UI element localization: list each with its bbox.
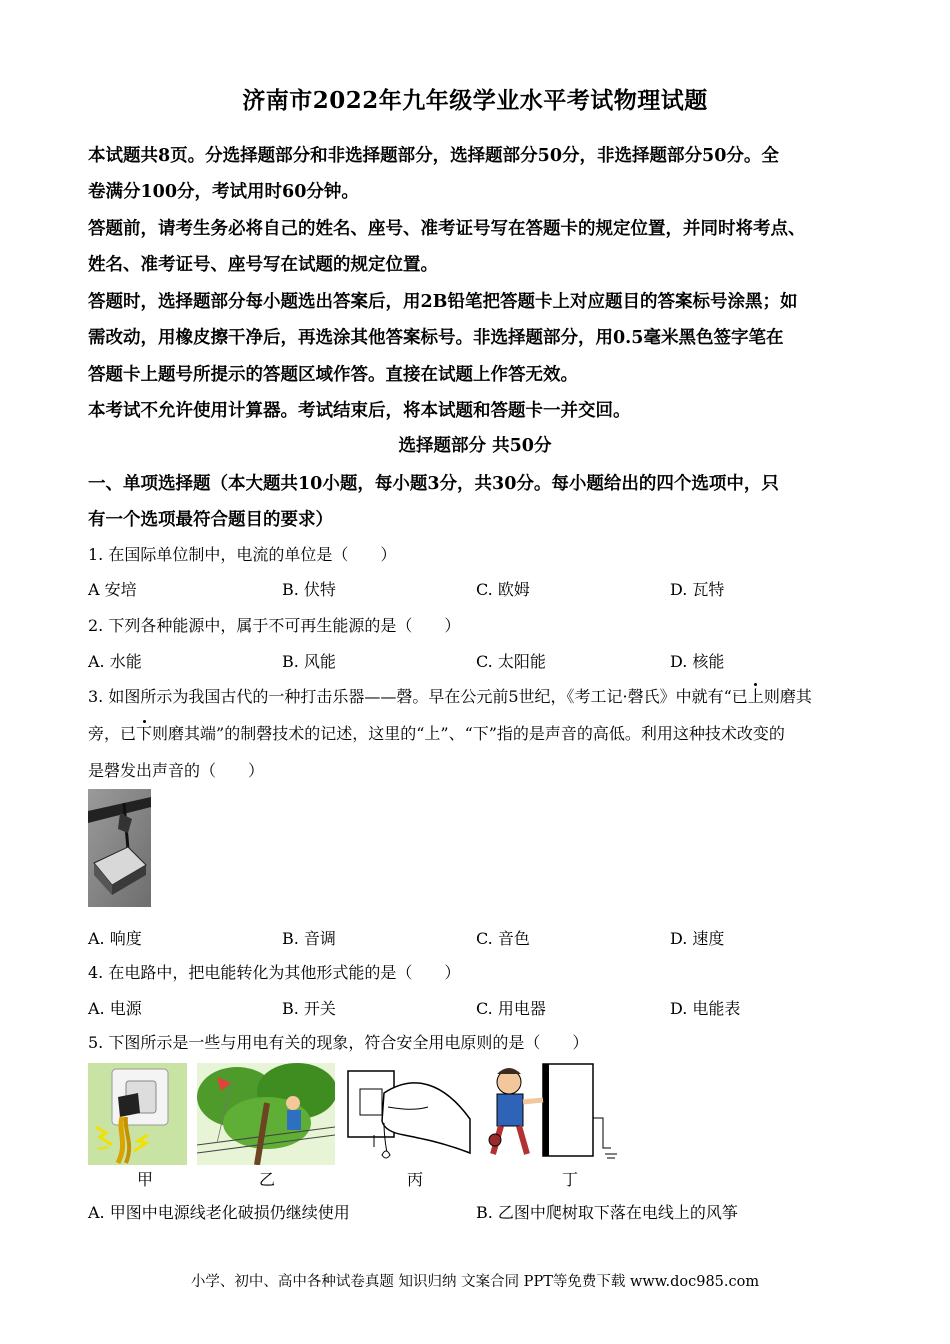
instruction-line: 姓名、准考证号、座号写在试题的规定位置。: [88, 255, 438, 275]
instruction-line: 答题卡上题号所提示的答题区域作答。直接在试题上作答无效。: [88, 365, 578, 385]
instruction-line: 答题时，选择题部分每小题选出答案后，用2B铅笔把答题卡上对应题目的答案标号涂黑；如: [88, 292, 798, 312]
instruction-line: 本试题共8页。分选择题部分和非选择题部分，选择题部分50分，非选择题部分50分。全: [88, 146, 779, 166]
page-title: 济南市2022年九年级学业水平考试物理试题: [242, 87, 708, 114]
section-title: 选择题部分 共50分: [398, 436, 552, 456]
q3-text: 则磨其端”的制磬技术的记述，这里的“上”、“下”指的是声音的高低。利用这种技术改变的: [152, 724, 785, 743]
q1-option-a: A 安培: [88, 580, 137, 599]
wet-hand-switch-illustration: [344, 1063, 474, 1165]
figure-caption-jia: 甲: [137, 1170, 154, 1189]
q3-option-a: A. 响度: [88, 929, 142, 948]
instruction-line: 卷满分100分，考试用时60分钟。: [88, 182, 359, 202]
boy-climbing-tree-illustration: [197, 1063, 335, 1165]
instruction-line: 答题前，请考生务必将自己的姓名、座号、准考证号写在答题卡的规定位置，并同时将考点、: [88, 219, 806, 239]
instruction-line: 需改动，用橡皮擦干净后，再选涂其他答案标号。非选择题部分，用0.5毫米黑色签字笔在: [88, 328, 784, 348]
appliance-ground-wire-illustration: [487, 1060, 617, 1165]
q3-emphasis-xia: 下: [136, 724, 153, 743]
q3-text: 则磨其: [763, 687, 812, 706]
page-footer: 小学、初中、高中各种试卷真题 知识归纳 文案合同 PPT等免费下载 www.doc985.com: [190, 1274, 760, 1290]
frayed-power-cord-illustration: [88, 1063, 187, 1165]
q2-option-c: C. 太阳能: [476, 652, 546, 671]
q1-option-c: C. 欧姆: [476, 580, 530, 599]
chime-stone-photo: [88, 789, 151, 907]
q3-text: 3. 如图所示为我国古代的一种打击乐器——磬。早在公元前5世纪，《考工记·磬氏》中就有“已: [88, 687, 748, 706]
part-one-heading: 有一个选项最符合题目的要求）: [88, 510, 333, 530]
q2-option-a: A. 水能: [88, 652, 142, 671]
instruction-line: 本考试不允许使用计算器。考试结束后，将本试题和答题卡一并交回。: [88, 401, 631, 421]
q5-option-a: A. 甲图中电源线老化破损仍继续使用: [88, 1203, 350, 1222]
q1-option-b: B. 伏特: [282, 580, 336, 599]
q4-option-d: D. 电能表: [670, 999, 741, 1018]
question-3-stem-line1: [88, 684, 812, 707]
q5-option-b: B. 乙图中爬树取下落在电线上的风筝: [476, 1203, 738, 1222]
q2-option-b: B. 风能: [282, 652, 336, 671]
q3-option-c: C. 音色: [476, 929, 530, 948]
q4-option-a: A. 电源: [88, 999, 142, 1018]
q3-option-d: D. 速度: [670, 929, 725, 948]
q4-option-c: C. 用电器: [476, 999, 546, 1018]
question-1-stem: 1. 在国际单位制中，电流的单位是（ ）: [88, 545, 397, 564]
question-3-stem-line3: 是磬发出声音的（ ）: [88, 761, 265, 780]
part-one-heading: 一、单项选择题（本大题共10小题，每小题3分，共30分。每小题给出的四个选项中，只: [88, 474, 779, 494]
figure-caption-ding: 丁: [562, 1170, 579, 1189]
question-4-stem: 4. 在电路中，把电能转化为其他形式能的是（ ）: [88, 963, 461, 982]
question-5-stem: 5. 下图所示是一些与用电有关的现象，符合安全用电原则的是（ ）: [88, 1033, 589, 1052]
q1-option-d: D. 瓦特: [670, 580, 725, 599]
q4-option-b: B. 开关: [282, 999, 336, 1018]
q3-text: 旁，已: [88, 724, 137, 743]
q2-option-d: D. 核能: [670, 652, 725, 671]
q3-option-b: B. 音调: [282, 929, 336, 948]
figure-caption-yi: 乙: [259, 1170, 276, 1189]
question-2-stem: 2. 下列各种能源中，属于不可再生能源的是（ ）: [88, 616, 461, 635]
question-3-stem-line2: [88, 721, 785, 744]
q3-emphasis-shang: 上: [747, 687, 764, 706]
figure-caption-bing: 丙: [407, 1170, 424, 1189]
